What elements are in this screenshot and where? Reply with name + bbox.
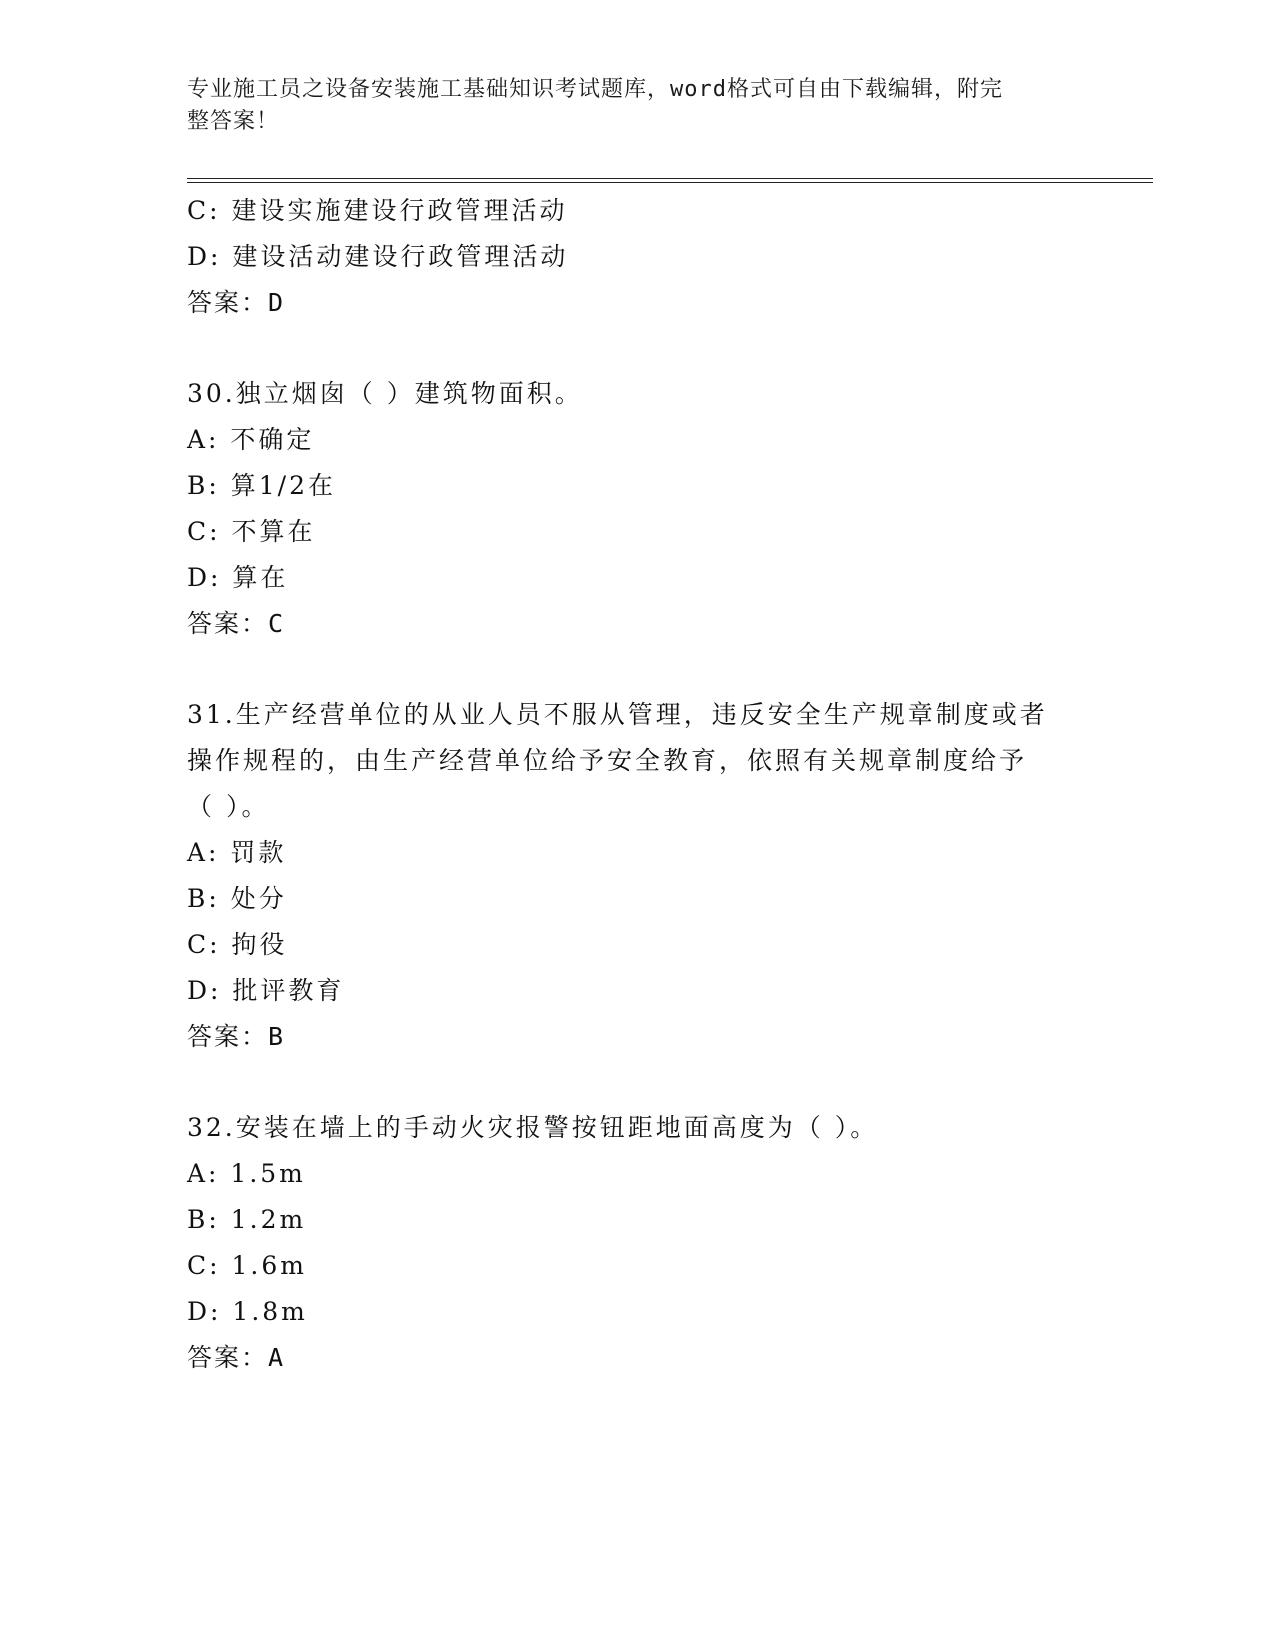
spacer [187, 326, 1087, 371]
question-30 [187, 371, 1087, 647]
option-a: A: 1.5m [187, 1159, 306, 1188]
option-c: C: 拘役 [187, 930, 288, 959]
spacer [187, 647, 1087, 692]
option-c: C: 不算在 [187, 517, 316, 546]
option-b: B: 处分 [187, 884, 287, 913]
option-d: D: 批评教育 [187, 976, 345, 1005]
question-32 [187, 1105, 1087, 1381]
header-line-1: 专业施工员之设备安装施工基础知识考试题库，word格式可自由下载编辑，附完 [187, 77, 1003, 102]
question-stem-line-3: （ ）。 [187, 792, 270, 821]
option-b: B: 算1/2在 [187, 471, 336, 500]
option-a: A: 不确定 [187, 425, 315, 454]
option-b: B: 1.2m [187, 1205, 307, 1234]
option-a: A: 罚款 [187, 838, 287, 867]
question-31 [187, 692, 1087, 1060]
question-stem-line-1: 31.生产经营单位的从业人员不服从管理，违反安全生产规章制度或者 [187, 700, 1048, 729]
answer-line: 答案：B [187, 1022, 286, 1051]
option-d: D: 1.8m [187, 1297, 308, 1326]
previous-question-tail [187, 188, 1087, 326]
page-header [187, 74, 1067, 138]
answer-line: 答案：A [187, 1343, 286, 1372]
header-divider-top [187, 178, 1153, 179]
answer-line: 答案：C [187, 609, 286, 638]
question-stem-line-2: 操作规程的，由生产经营单位给予安全教育，依照有关规章制度给予 [187, 746, 1028, 775]
question-stem: 30.独立烟囱（ ）建筑物面积。 [187, 379, 583, 408]
document-body [187, 188, 1087, 1381]
header-divider-bottom [187, 182, 1153, 183]
option-d: D: 算在 [187, 563, 289, 592]
question-stem: 32.安装在墙上的手动火灾报警按钮距地面高度为（ ）。 [187, 1113, 879, 1142]
option-d: D: 建设活动建设行政管理活动 [187, 242, 569, 271]
option-c: C: 建设实施建设行政管理活动 [187, 196, 568, 225]
header-line-2: 整答案！ [187, 109, 280, 134]
option-c: C: 1.6m [187, 1251, 307, 1280]
answer-line: 答案：D [187, 288, 286, 317]
spacer [187, 1060, 1087, 1105]
